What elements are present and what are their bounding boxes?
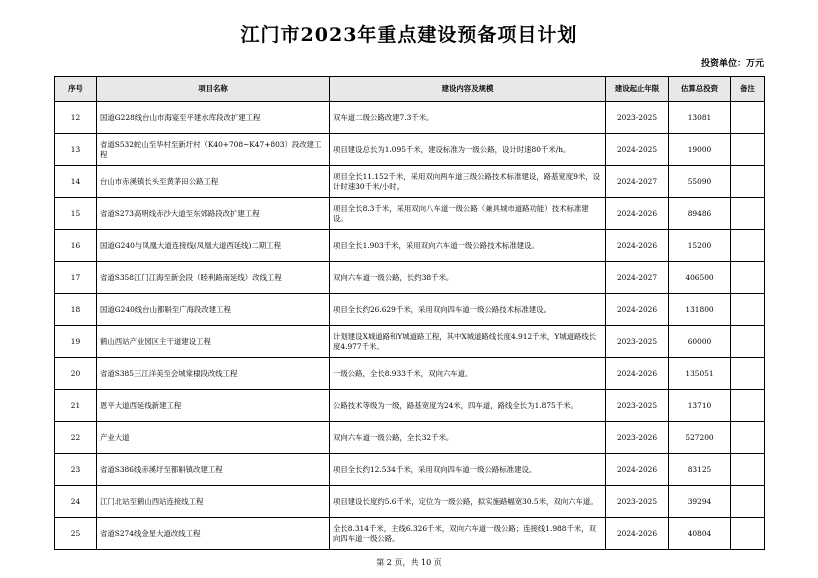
construction-period-cell: 2024-2026 (606, 294, 669, 326)
project-name-cell: 省道S386线赤溪圩至都斛镇改建工程 (97, 454, 330, 486)
table-row (55, 326, 765, 358)
remark-cell (731, 390, 765, 422)
remark-cell (731, 230, 765, 262)
table-row (55, 486, 765, 518)
header-project-name: 项目名称 (97, 77, 330, 102)
project-name-cell: 省道S274线金星大道改线工程 (97, 518, 330, 550)
remark-cell (731, 294, 765, 326)
table-row (55, 358, 765, 390)
table-row (55, 294, 765, 326)
remark-cell (731, 486, 765, 518)
project-name-cell: 台山市赤溪镇长头至黄茅田公路工程 (97, 166, 330, 198)
construction-period-cell: 2023-2026 (606, 422, 669, 454)
remark-cell (731, 134, 765, 166)
row-number-cell: 20 (55, 358, 97, 390)
project-scope-cell: 项目全长1.903千米，采用双向六车道一级公路技术标准建设。 (330, 230, 606, 262)
table-row (55, 166, 765, 198)
header-no: 序号 (55, 77, 97, 102)
table-row (55, 198, 765, 230)
remark-cell (731, 198, 765, 230)
remark-cell (731, 422, 765, 454)
table-row (55, 390, 765, 422)
project-scope-cell: 项目全长8.3千米，采用双向八车道一级公路（兼具城市道路功能）技术标准建设。 (330, 198, 606, 230)
remark-cell (731, 262, 765, 294)
page-title: 江门市2023年重点建设预备项目计划 (240, 24, 578, 46)
project-name-cell: 省道S273高明线赤沙大道至东郊路段改扩建工程 (97, 198, 330, 230)
row-number-cell: 13 (55, 134, 97, 166)
header-remark: 备注 (731, 77, 765, 102)
project-name-cell: 鹤山西站产业园区主干道建设工程 (97, 326, 330, 358)
row-number-cell: 22 (55, 422, 97, 454)
total-investment-cell: 13081 (669, 102, 731, 134)
page-footer: 第 2 页，共 10 页 (376, 558, 442, 567)
header-investment: 估算总投资 (669, 77, 731, 102)
remark-cell (731, 102, 765, 134)
table-header-row (55, 77, 765, 102)
project-table (54, 76, 765, 550)
project-scope-cell: 公路技术等级为一级，路基宽度为24米，四车道，路线全长为1.875千米。 (330, 390, 606, 422)
project-scope-cell: 项目全长约12.534千米，采用双向四车道一级公路标准建设。 (330, 454, 606, 486)
table-row (55, 134, 765, 166)
header-period: 建设起止年限 (606, 77, 669, 102)
project-name-cell: 产业大道 (97, 422, 330, 454)
total-investment-cell: 527200 (669, 422, 731, 454)
project-name-cell: 江门北站至鹤山西站连接线工程 (97, 486, 330, 518)
total-investment-cell: 13710 (669, 390, 731, 422)
row-number-cell: 24 (55, 486, 97, 518)
row-number-cell: 21 (55, 390, 97, 422)
project-scope-cell: 全长8.314千米，主线6.326千米，双向六车道一级公路；连接线1.988千米，双向四车道一级公路。 (330, 518, 606, 550)
total-investment-cell: 89486 (669, 198, 731, 230)
total-investment-cell: 83125 (669, 454, 731, 486)
project-name-cell: 省道S385三江洋美至会城棠棣段改线工程 (97, 358, 330, 390)
total-investment-cell: 15200 (669, 230, 731, 262)
project-scope-cell: 一级公路，全长8.933千米，双向六车道。 (330, 358, 606, 390)
project-scope-cell: 项目全长11.152千米，采用双向两车道三级公路技术标准建设，路基宽度9米，设计时速30千米/小时。 (330, 166, 606, 198)
project-name-cell: 恩平大道西延线新建工程 (97, 390, 330, 422)
table-row (55, 262, 765, 294)
total-investment-cell: 406500 (669, 262, 731, 294)
project-name-cell: 国道G240线台山都斛至广海段改建工程 (97, 294, 330, 326)
construction-period-cell: 2024-2027 (606, 166, 669, 198)
total-investment-cell: 131800 (669, 294, 731, 326)
table-row (55, 454, 765, 486)
construction-period-cell: 2024-2027 (606, 262, 669, 294)
construction-period-cell: 2024-2026 (606, 230, 669, 262)
table-row (55, 230, 765, 262)
project-scope-cell: 项目建设长度约5.6千米，定位为一级公路，拟实施路幅宽30.5米，双向六车道。 (330, 486, 606, 518)
row-number-cell: 18 (55, 294, 97, 326)
row-number-cell: 19 (55, 326, 97, 358)
row-number-cell: 25 (55, 518, 97, 550)
construction-period-cell: 2023-2025 (606, 102, 669, 134)
table-body (55, 102, 765, 550)
header-scope: 建设内容及规模 (330, 77, 606, 102)
project-scope-cell: 双向六车道一级公路，全长32千米。 (330, 422, 606, 454)
total-investment-cell: 40804 (669, 518, 731, 550)
total-investment-cell: 19000 (669, 134, 731, 166)
construction-period-cell: 2023-2025 (606, 390, 669, 422)
table-row (55, 422, 765, 454)
construction-period-cell: 2023-2025 (606, 326, 669, 358)
project-scope-cell: 双车道二级公路改建7.3千米。 (330, 102, 606, 134)
construction-period-cell: 2023-2025 (606, 486, 669, 518)
investment-unit-label: 投资单位：万元 (700, 59, 764, 69)
total-investment-cell: 39294 (669, 486, 731, 518)
construction-period-cell: 2024-2026 (606, 358, 669, 390)
project-name-cell: 省道S532蛇山至华村至新圩村（K40+708~K47+803）段改建工程 (97, 134, 330, 166)
project-name-cell: 国道G240与凤凰大道连接线(凤凰大道西延线)二期工程 (97, 230, 330, 262)
table-row (55, 102, 765, 134)
construction-period-cell: 2024-2026 (606, 198, 669, 230)
row-number-cell: 17 (55, 262, 97, 294)
construction-period-cell: 2024-2025 (606, 134, 669, 166)
row-number-cell: 12 (55, 102, 97, 134)
row-number-cell: 23 (55, 454, 97, 486)
remark-cell (731, 358, 765, 390)
total-investment-cell: 60000 (669, 326, 731, 358)
row-number-cell: 15 (55, 198, 97, 230)
project-scope-cell: 双向六车道一级公路，长约38千米。 (330, 262, 606, 294)
project-scope-cell: 项目建设总长为1.095千米，建设标准为一级公路，设计时速80千米/h。 (330, 134, 606, 166)
construction-period-cell: 2024-2026 (606, 454, 669, 486)
remark-cell (731, 454, 765, 486)
project-name-cell: 国道G228线台山市海宴至平建水库段改扩建工程 (97, 102, 330, 134)
project-scope-cell: 计划建设X城道路和Y城道路工程，其中X城道路线长度4.912千米，Y城道路线长度4.977千米。 (330, 326, 606, 358)
project-scope-cell: 项目全长约26.629千米，采用双向四车道一级公路技术标准建设。 (330, 294, 606, 326)
row-number-cell: 14 (55, 166, 97, 198)
total-investment-cell: 135051 (669, 358, 731, 390)
total-investment-cell: 55090 (669, 166, 731, 198)
project-name-cell: 省道S358江门江海至新会段（睦利路南延线）改线工程 (97, 262, 330, 294)
row-number-cell: 16 (55, 230, 97, 262)
remark-cell (731, 518, 765, 550)
remark-cell (731, 326, 765, 358)
table-row (55, 518, 765, 550)
construction-period-cell: 2024-2026 (606, 518, 669, 550)
remark-cell (731, 166, 765, 198)
